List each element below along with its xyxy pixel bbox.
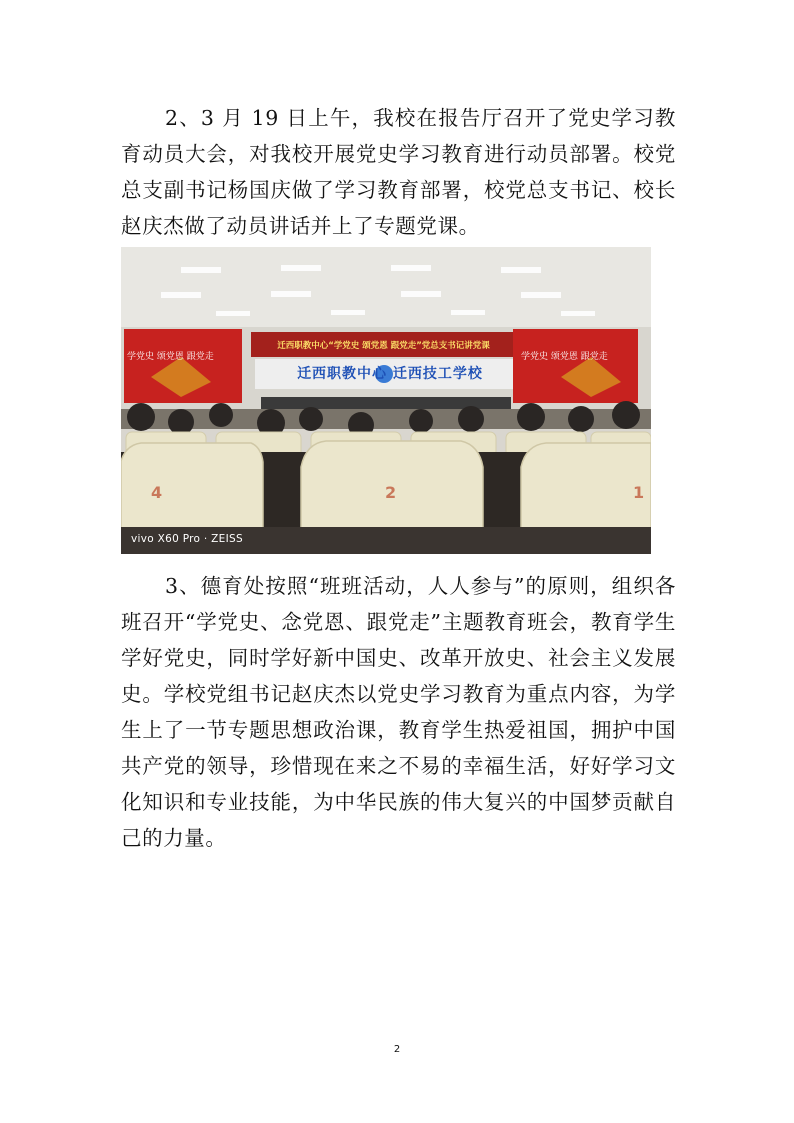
photo-camera-watermark: vivo X60 Pro · ZEISS: [131, 533, 243, 545]
photo-wall-sign: 迁西职教中心 迁西技工学校: [297, 366, 483, 382]
photo-seat-number: 2: [385, 483, 397, 502]
paragraph-2: [121, 568, 676, 856]
photo-seat-number: 4: [151, 483, 163, 502]
page-number: 2: [393, 1044, 401, 1055]
paragraph-2-text: 3、德育处按照“班班活动，人人参与”的原则，组织各班召开“学党史、念党恩、跟党走”主题教育班会，教育学生学好党史，同时学好新中国史、改革开放史、社会主义发展史。学校党组书记赵庆杰以党史学习教育为重点内容，为学生上了一节专题思想政治课，教育学生热爱祖国，拥护中国共产党的领导，珍惜现在来之不易的幸福生活，好好学习文化知识和专业技能，为中华民族的伟大复兴的中国梦贡献自己的力量。: [121, 574, 676, 850]
photo-screen-left-text: 学党史 颂党恩 跟党走: [127, 352, 214, 362]
paragraph-1: [121, 100, 676, 244]
meeting-photo: [121, 247, 651, 554]
photo-banner-text: 迁西职教中心“学党史 颂党恩 跟党走”党总支书记讲党课: [277, 341, 490, 351]
paragraph-1-text: 2、3 月 19 日上午，我校在报告厅召开了党史学习教育动员大会，对我校开展党史学习教育进行动员部署。校党总支副书记杨国庆做了学习教育部署，校党总支书记、校长赵庆杰做了动员讲话并上了专题党课。: [121, 106, 676, 238]
photo-seat-number: 1: [633, 483, 645, 502]
photo-screen-right-text: 学党史 颂党恩 跟党走: [521, 352, 608, 362]
